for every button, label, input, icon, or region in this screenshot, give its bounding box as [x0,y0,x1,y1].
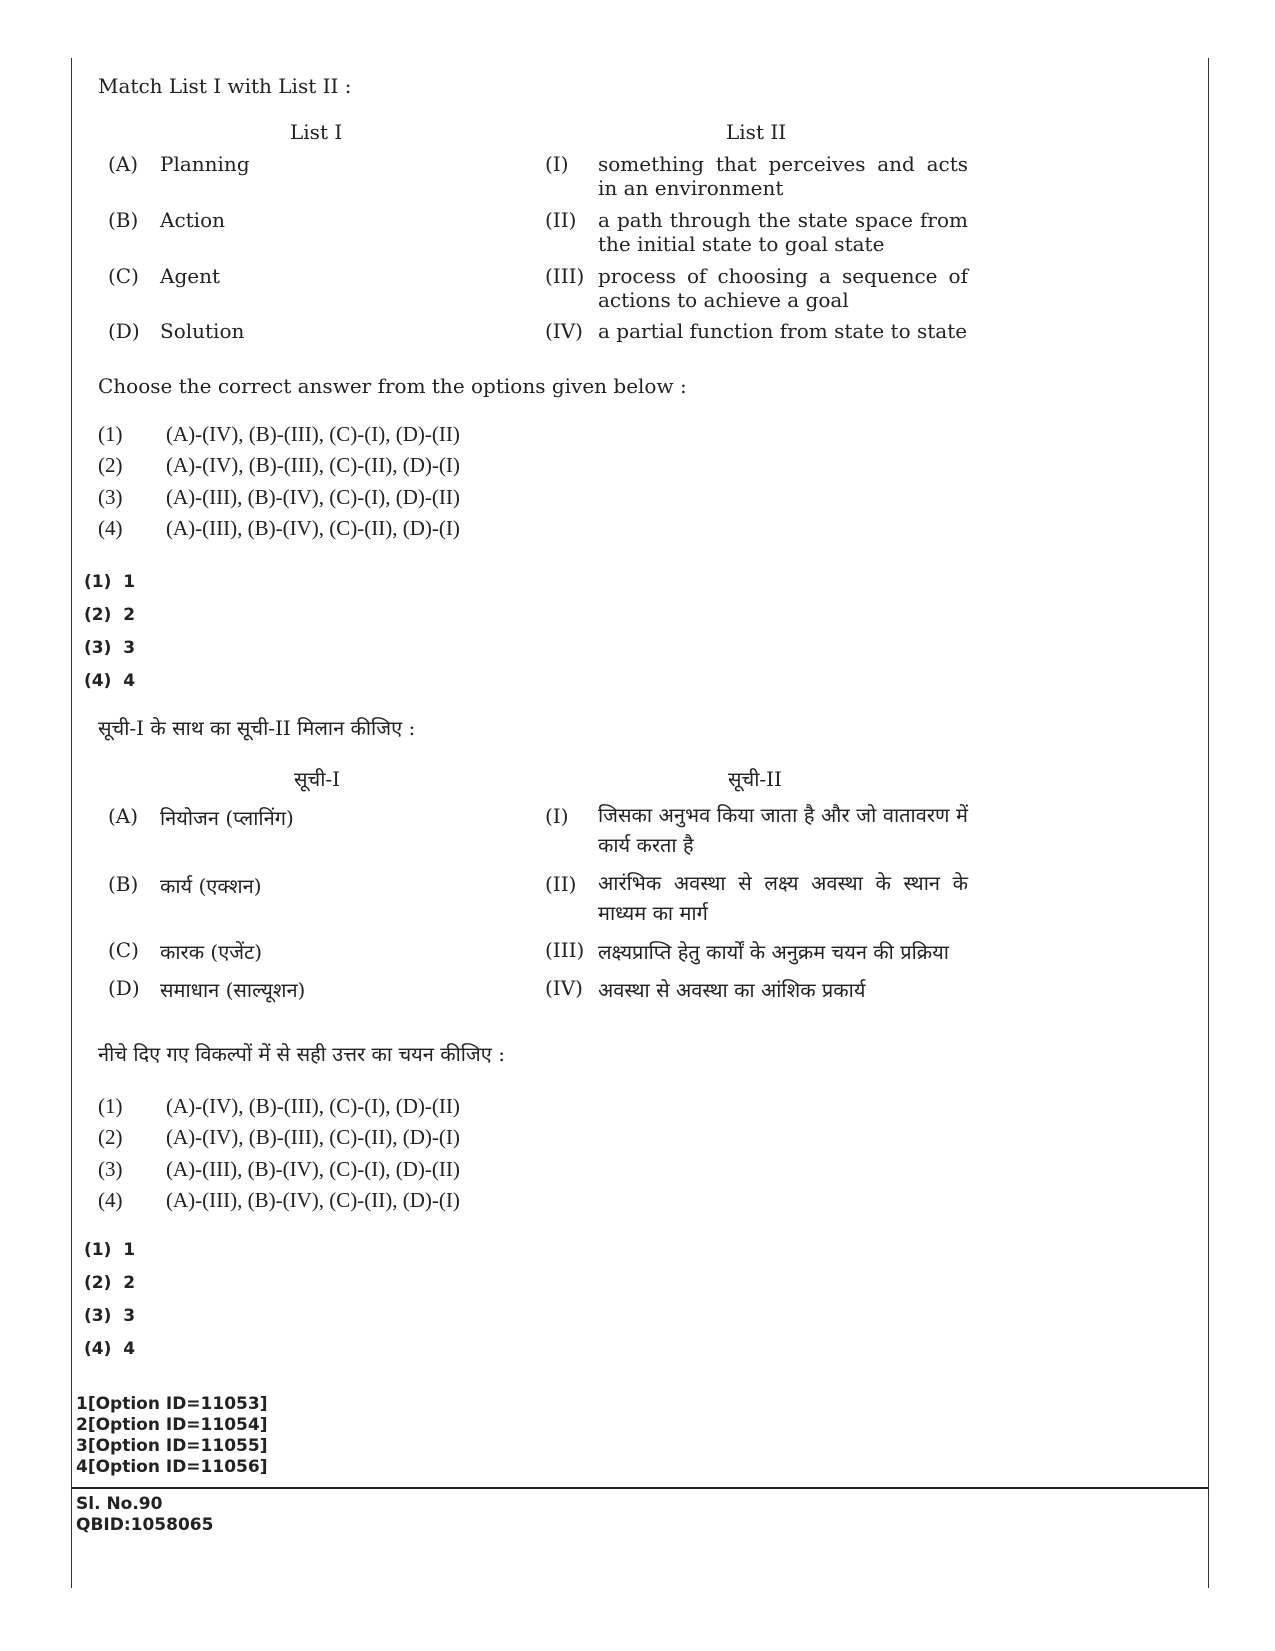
list2-item-hi: लक्ष्यप्राप्ति हेतु कार्यों के अनुक्रम चयन की प्रक्रिया [598,940,949,964]
option-num-en: (3) [98,485,123,509]
page-left-border [71,58,72,1588]
row-tag-hi: (IV) [545,976,583,1000]
option-text-en: (A)-(IV), (B)-(III), (C)-(II), (D)-(I) [166,453,460,477]
list2-item-en: a partial function from state to state [598,319,968,343]
option-num-en: (4) [98,516,123,540]
answer-num: (2) [84,1273,112,1293]
option-num-hi: (1) [98,1094,123,1118]
option-id: 3[Option ID=11055] [76,1436,268,1456]
row-tag-hi: (I) [545,804,569,828]
answer-choice[interactable] [84,1339,135,1359]
option-text-en: (A)-(III), (B)-(IV), (C)-(I), (D)-(II) [166,485,460,509]
answer-choice[interactable] [84,1273,135,1293]
list2-item-hi: जिसका अनुभव किया जाता है और जो वातावरण में कार्य करता है [598,803,968,857]
answer-num: (3) [84,1306,112,1326]
option-num-hi: (3) [98,1157,123,1181]
choose-prompt-hi: नीचे दिए गए विकल्पों में से सही उत्तर का चयन कीजिए : [98,1042,505,1066]
row-tag-hi: (D) [108,976,140,1000]
option-text-en: (A)-(III), (B)-(IV), (C)-(II), (D)-(I) [166,516,460,540]
answer-val: 2 [123,1273,136,1293]
row-tag-en: (I) [545,152,569,176]
option-text-hi: (A)-(IV), (B)-(III), (C)-(I), (D)-(II) [166,1094,460,1118]
list1-item-en: Solution [160,319,245,343]
list1-heading-en: List I [290,120,343,144]
section-divider [71,1487,1209,1489]
row-tag-en: (D) [108,319,140,343]
list1-item-hi: समाधान (साल्यूशन) [160,978,306,1002]
row-tag-en: (C) [108,264,139,288]
qbid: QBID:1058065 [76,1515,214,1535]
list1-item-en: Action [160,208,225,232]
option-num-hi: (2) [98,1125,123,1149]
answer-num: (1) [84,572,112,592]
instruction-en: Match List I with List II : [98,74,352,98]
list2-heading-en: List II [726,120,787,144]
answer-choice[interactable] [84,572,135,592]
row-tag-hi: (C) [108,938,139,962]
option-num-en: (1) [98,422,123,446]
list1-item-en: Planning [160,152,250,176]
option-text-hi: (A)-(III), (B)-(IV), (C)-(I), (D)-(II) [166,1157,460,1181]
list2-heading-hi: सूची-II [728,767,782,791]
row-tag-en: (III) [545,264,585,288]
answer-choice[interactable] [84,1306,135,1326]
answer-choice[interactable] [84,1240,135,1260]
list1-item-hi: कार्य (एक्शन) [160,874,262,898]
row-tag-hi: (III) [545,938,585,962]
option-num-en: (2) [98,453,123,477]
list1-item-hi: कारक (एजेंट) [160,940,263,964]
option-id: 2[Option ID=11054] [76,1415,268,1435]
option-text-hi: (A)-(III), (B)-(IV), (C)-(II), (D)-(I) [166,1188,460,1212]
answer-choice[interactable] [84,638,135,658]
answer-val: 3 [123,638,136,658]
list2-item-en: something that perceives and acts in an environment [598,152,968,200]
option-id: 1[Option ID=11053] [76,1394,268,1414]
list1-item-en: Agent [160,264,220,288]
list2-item-hi: आरंभिक अवस्था से लक्ष्य अवस्था के स्थान के माध्यम का मार्ग [598,871,968,925]
row-tag-en: (A) [108,152,139,176]
row-tag-hi: (II) [545,872,577,896]
instruction-hi: सूची-I के साथ का सूची-II मिलान कीजिए : [98,716,416,740]
answer-choice[interactable] [84,605,135,625]
choose-prompt-en: Choose the correct answer from the options given below : [98,374,687,398]
serial-number: Sl. No.90 [76,1494,163,1514]
answer-num: (1) [84,1240,112,1260]
answer-val: 3 [123,1306,136,1326]
list2-item-hi: अवस्था से अवस्था का आंशिक प्रकार्य [598,978,866,1002]
answer-num: (4) [84,671,112,691]
answer-val: 1 [123,1240,136,1260]
answer-choice[interactable] [84,671,135,691]
option-text-hi: (A)-(IV), (B)-(III), (C)-(II), (D)-(I) [166,1125,460,1149]
answer-val: 2 [123,605,136,625]
option-num-hi: (4) [98,1188,123,1212]
row-tag-hi: (A) [108,804,139,828]
option-id: 4[Option ID=11056] [76,1457,268,1477]
option-text-en: (A)-(IV), (B)-(III), (C)-(I), (D)-(II) [166,422,460,446]
row-tag-en: (II) [545,208,577,232]
list2-item-en: a path through the state space from the initial state to goal state [598,208,968,256]
list1-heading-hi: सूची-I [294,767,341,791]
answer-val: 1 [123,572,136,592]
answer-num: (4) [84,1339,112,1359]
list1-item-hi: नियोजन (प्लानिंग) [160,806,294,830]
row-tag-hi: (B) [108,872,139,896]
answer-num: (3) [84,638,112,658]
page-right-border [1208,58,1209,1588]
answer-val: 4 [123,671,136,691]
row-tag-en: (IV) [545,319,583,343]
list2-item-en: process of choosing a sequence of actions to achieve a goal [598,264,968,312]
answer-val: 4 [123,1339,136,1359]
answer-num: (2) [84,605,112,625]
row-tag-en: (B) [108,208,139,232]
